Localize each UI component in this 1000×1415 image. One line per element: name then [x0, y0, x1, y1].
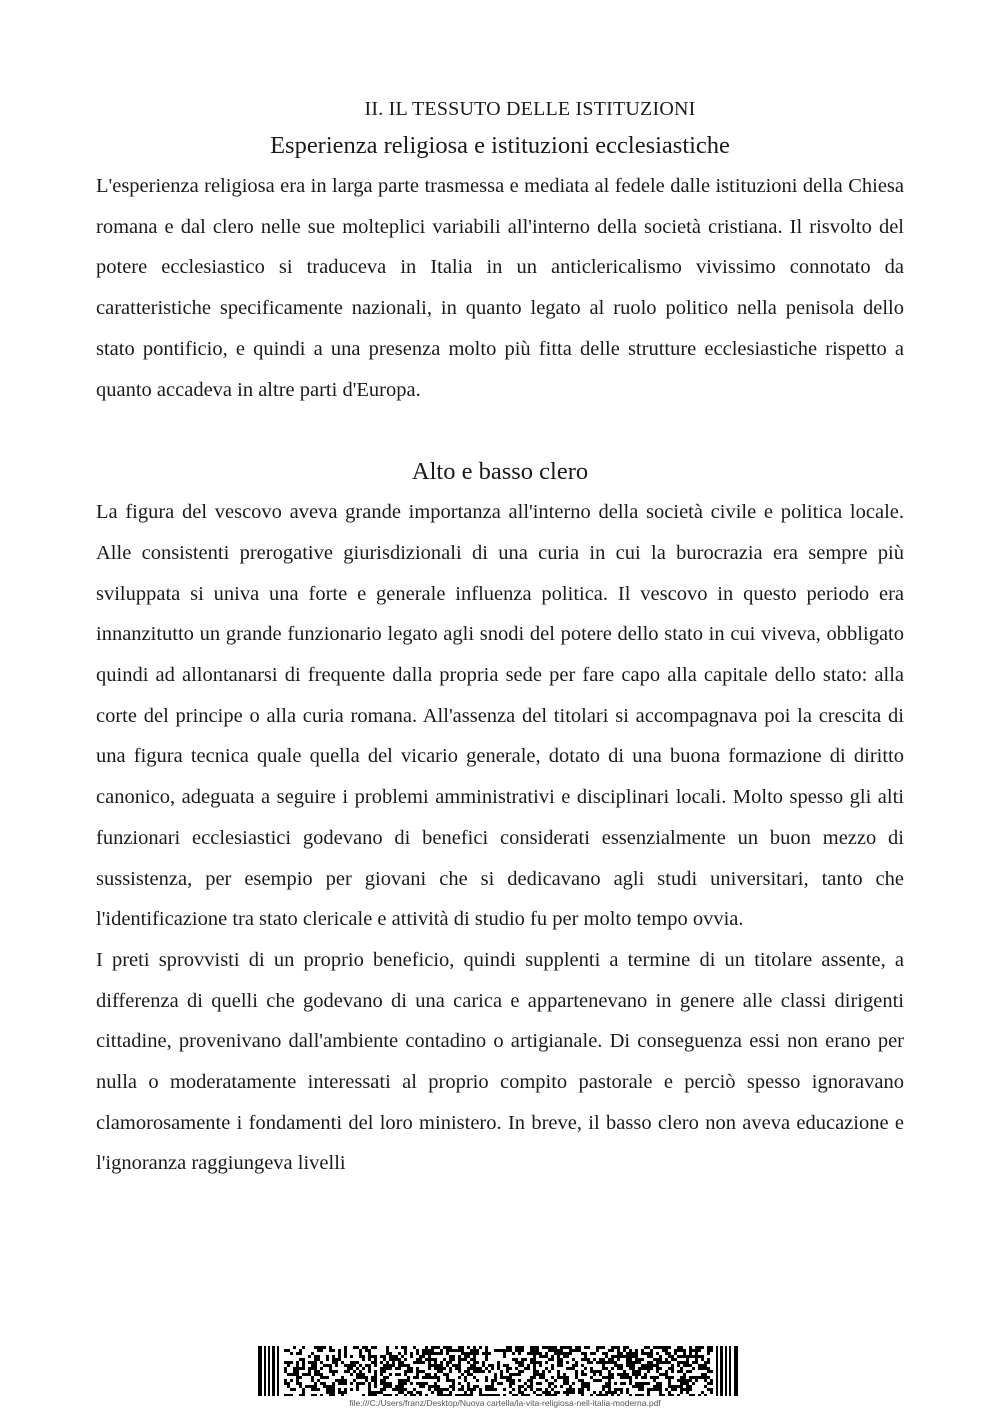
chapter-title: II. IL TESSUTO DELLE ISTITUZIONI — [364, 98, 696, 120]
footer-file-path: file:///C:/Users/franz/Desktop/Nuova cartella/la-vita-religiosa-nell-italia-moderna.pdf — [349, 1398, 661, 1408]
paragraph: I preti sprovvisti di un proprio beneficio, quindi supplenti a termine di un titolare assente, a differenza di quelli che godevano di una carica e appartenevano in genere alle classi dirigenti cittadine, provenivano dall'ambiente contadino o artigianale. Di conseguenza essi non erano per nulla o moderatamente interessati al proprio compito pastorale e perciò spesso ignoravano clamorosamente i fondamenti del loro ministero. In breve, il basso clero non aveva educazione e l'ignoranza raggiungeva livelli — [96, 948, 904, 1175]
paragraph: La figura del vescovo aveva grande importanza all'interno della società civile e politica locale. Alle consistenti prerogative giurisdizionali di una curia in cui la burocrazia era sempre più sviluppata si univa una forte e generale influenza politica. Il vescovo in questo periodo era innanzitutto un grande funzionario legato agli snodi del potere dello stato in cui viveva, obbligato quindi ad allontanarsi di frequente dalla propria sede per fare capo alla capitale dello stato: alla corte del principe o alla curia romana. All'assenza del titolari si accompagnava poi la crescita di una figura tecnica quale quella del vicario generale, dotato di una buona formazione di diritto canonico, adeguata a seguire i problemi amministrativi e disciplinari locali. Molto spesso gli alti funzionari ecclesiastici godevano di benefici considerati essenzialmente un buon mezzo di sussistenza, per esempio per giovani che si dedicavano agli studi universitari, tanto che l'identificazione tra stato clericale e attività di studio fu per molto tempo ovvia. — [96, 501, 904, 931]
paragraph: L'esperienza religiosa era in larga parte trasmessa e mediata al fedele dalle istituzioni della Chiesa romana e dal clero nelle sue molteplici variabili all'interno della società cristiana. Il risvolto del potere ecclesiastico si traduceva in Italia in un anticlericalismo vivissimo connotato da caratteristiche specificamente nazionali, in quanto legato al ruolo politico nella penisola dello stato pontificio, e quindi a una presenza molto più fitta delle strutture ecclesiastiche rispetto a quanto accadeva in altre parti d'Europa. — [96, 175, 904, 401]
section-title-esperienza: Esperienza religiosa e istituzioni ecclesiastiche — [270, 132, 730, 159]
document-page — [96, 92, 904, 1184]
barcode-icon — [258, 1346, 742, 1396]
section-title-alto-basso-clero: Alto e basso clero — [411, 458, 589, 486]
